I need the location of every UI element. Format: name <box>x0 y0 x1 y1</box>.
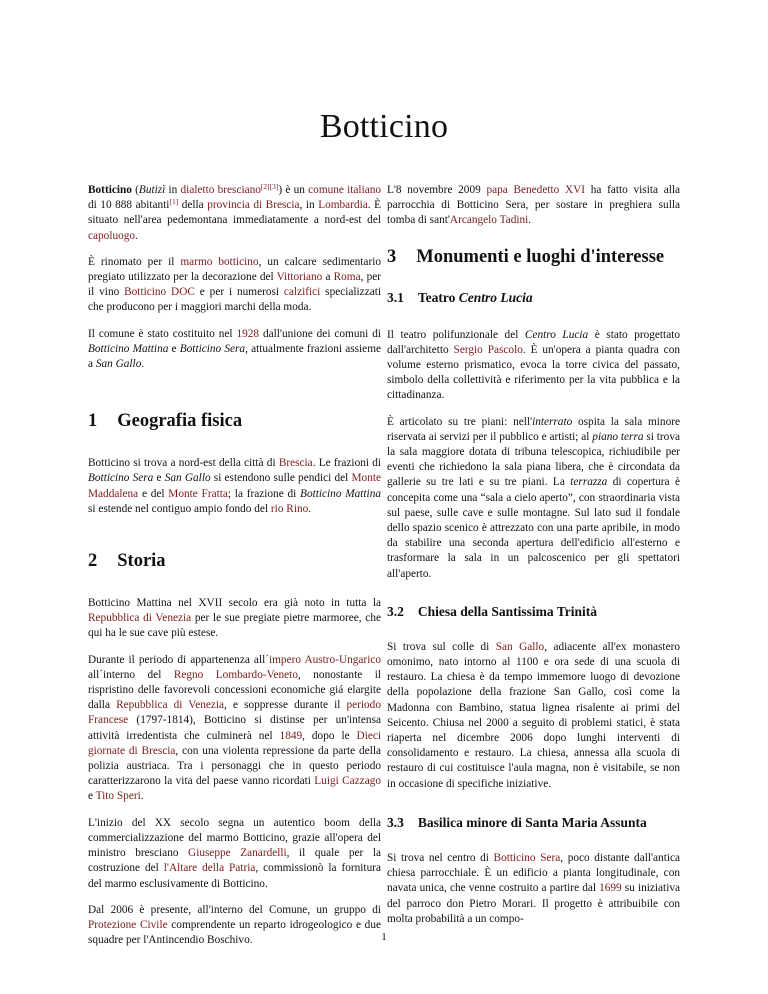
text: ; la frazione di <box>227 487 301 500</box>
text: Si trova sul colle di <box>387 640 496 653</box>
text: Teatro <box>417 289 459 305</box>
link-vittoriano[interactable]: Vittoriano <box>276 271 323 284</box>
subsection-title: Basilica minore di Santa Maria Assunta <box>417 814 647 830</box>
link-brescia[interactable]: Brescia <box>278 457 313 470</box>
text: L'8 novembre 2009 <box>387 184 487 196</box>
text: , per il vino <box>88 271 382 299</box>
text: , dopo le <box>302 729 357 742</box>
link-botticino-doc[interactable]: Botticino DOC <box>124 286 195 299</box>
link-arcangelo-tadini[interactable]: Arcangelo Tadini <box>449 214 529 227</box>
text: , commissionò la fornitura del marmo esclusivamente di Botticino. <box>88 862 381 890</box>
citation-link[interactable]: [1] <box>169 197 179 207</box>
text: della <box>178 199 208 212</box>
storia-paragraph-2 <box>88 653 381 805</box>
text: ospita la sala minore riservata ai servizi per il pubblico e artisti; al <box>387 415 681 443</box>
storia-paragraph-3 <box>88 816 381 892</box>
text-italic: piano terra <box>592 430 644 443</box>
text: Il teatro polifunzionale del <box>387 328 525 341</box>
link-impero-austro-ungarico[interactable]: ´impero Austro-Ungarico <box>265 653 381 666</box>
text: , e soppresse durante il <box>224 699 347 712</box>
page-title: Botticino <box>319 108 449 145</box>
text-italic: interrato <box>532 415 573 428</box>
subsection-heading-basilica <box>387 814 680 831</box>
link-periodo-francese[interactable]: periodo Francese <box>88 699 381 727</box>
text-italic: Centro Lucia <box>458 289 533 305</box>
subsection-number: 3.3 <box>387 814 404 830</box>
text: Il comune è stato costituito nel <box>88 327 237 340</box>
text: si estende nel contiguo ampio fondo del <box>88 502 271 515</box>
intro-paragraph <box>88 183 381 244</box>
link-monte-fratta[interactable]: Monte Fratta <box>168 487 228 500</box>
subsection-heading-teatro <box>387 290 680 306</box>
text: , attualmente frazioni assieme a <box>88 342 381 371</box>
subsection-number: 3.2 <box>387 603 404 619</box>
section-heading-storia <box>88 551 381 572</box>
text-italic: Botticino Mattina <box>88 342 169 355</box>
section-number: 1 <box>88 411 98 432</box>
link-giuseppe-zanardelli[interactable]: Giuseppe Zanardelli <box>188 847 287 860</box>
chiesa-paragraph <box>387 640 680 792</box>
text: si trova la sala maggiore dotata di tribuna telescopica, richiudibile per eventi che richiedono la sala piana libera, che è circondata da gallerie su tre lati e su tre piani. La <box>387 430 680 489</box>
text-italic: terrazza <box>570 476 608 489</box>
text: Si trova nel centro di <box>387 851 494 864</box>
subsection-heading-chiesa <box>387 604 680 620</box>
link-altare-della-patria[interactable]: l'Altare della Patria <box>163 862 256 875</box>
left-column <box>88 183 381 959</box>
teatro-paragraph-2 <box>387 415 680 582</box>
link-rio-rino[interactable]: rio Rino <box>270 502 309 515</box>
link-provincia-brescia[interactable]: provincia di Brescia <box>207 199 300 212</box>
text: su iniziativa del parroco don Pietro Morari. Il progetto è attribuibile con molta probabilità a un compo- <box>387 882 680 925</box>
text: ha fatto visita alla parrocchia di Botticino Sera, per sostare in preghiera sulla tomba di sant' <box>387 184 680 227</box>
text: all´interno del <box>88 668 174 681</box>
link-san-gallo[interactable]: San Gallo <box>495 640 545 653</box>
link-marmo-botticino[interactable]: marmo botticino <box>180 255 259 268</box>
comune-paragraph <box>88 327 381 373</box>
text: Botticino si trova a nord-est della città di <box>88 457 279 470</box>
text: . <box>141 358 145 371</box>
teatro-paragraph-1 <box>387 328 680 404</box>
section-number: 2 <box>88 551 98 572</box>
citation-link[interactable]: [2][3] <box>260 182 279 191</box>
link-tito-speri[interactable]: Tito Speri <box>95 790 141 803</box>
text-italic: San Gallo <box>95 358 142 371</box>
text: . Le frazioni di <box>312 457 382 470</box>
storia-paragraph-1 <box>88 596 381 642</box>
text-italic: Botticino Mattina <box>300 487 381 500</box>
text: , il quale per la costruzione del <box>88 847 381 875</box>
text: È rinomato per il <box>88 255 181 268</box>
text-italic: San Gallo <box>164 472 211 485</box>
section-heading-geografia <box>88 411 381 432</box>
link-calzifici[interactable]: calzifici <box>283 286 321 299</box>
text: di 10 888 abitanti <box>88 199 170 212</box>
link-repubblica-venezia[interactable]: Repubblica di Venezia <box>88 612 192 625</box>
text: , poco distante dall'antica chiesa parrocchiale. È un edificio a pianta longitudinale, con navata unica, che venne costruito a partire dal <box>387 851 680 895</box>
text: . <box>140 790 144 803</box>
text: L'inizio del XX secolo segna un autentico boom della commercializzazione del marmo Botticino, grazie all'opera del ministro bresciano <box>88 816 381 860</box>
text: e <box>168 342 180 355</box>
basilica-paragraph <box>387 851 680 927</box>
text: . <box>308 502 312 515</box>
text: di copertura è concepita come una “sala a cielo aperto”, con straordinaria vista sul paese, sulle cave e sulle montagne. Sul lato sud il fondale dello spazio scenico è attrezzato con una parte apribile, in modo da stabilire una seconda apertura dell'edificio all'esterno e trasformare la sala in un palcoscenico per gli spettatori all'aperto. <box>387 476 680 580</box>
text: a <box>322 271 334 284</box>
text: Durante il periodo di appartenenza all <box>88 653 266 666</box>
section-title: Geografia fisica <box>117 411 243 432</box>
text: , un calcare sedimentario pregiato utilizzato per la decorazione del <box>88 255 381 284</box>
subsection-number: 3.1 <box>387 289 404 305</box>
link-1699[interactable]: 1699 <box>599 882 622 895</box>
link-regno-lombardo-veneto[interactable]: Regno Lombardo-Veneto <box>173 668 298 681</box>
text: , nonostante il rispristino delle favorevoli concessioni economiche giá elargite dalla <box>88 668 381 712</box>
text: specializzati che producono per i maggiori marchi della moda. <box>88 286 381 314</box>
text-italic: Centro Lucia <box>524 328 589 341</box>
link-protezione-civile[interactable]: Protezione Civile <box>88 918 168 931</box>
text: . <box>528 214 532 227</box>
text: , con una violenta repressione da parte della polizia austriaca. Tra i personaggi che in questo periodo caratterizzarono la vita del paese vanno ricordati <box>88 744 381 788</box>
text-italic: Botticino Sera <box>88 472 154 485</box>
link-lombardia[interactable]: Lombardia <box>318 199 368 212</box>
text: comprendente un reparto idrogeologico e due squadre per l'Antincendio Boschivo. <box>88 918 381 947</box>
text: , in <box>299 199 319 212</box>
section-title: Storia <box>117 551 166 572</box>
text: . È situato nell'area pedemontana immediatamente a nord-est del <box>88 199 381 227</box>
geografia-paragraph <box>88 456 381 517</box>
text: (1797-1814), Botticino si distinse per un'intensa attività irredentista che culminerà nel <box>88 714 381 742</box>
text: Dal 2006 è presente, all'interno del Comune, un gruppo di <box>88 903 381 916</box>
link-monte-maddalena[interactable]: Monte Maddalena <box>88 472 381 500</box>
link-capoluogo[interactable]: capoluogo <box>88 229 136 242</box>
link-botticino-sera[interactable]: Botticino Sera <box>493 851 561 864</box>
text: è stato progettato dall'architetto <box>387 328 680 356</box>
text: si estendono sulle pendici del <box>210 472 352 485</box>
subsection-title: Chiesa della Santissima Trinità <box>417 603 598 619</box>
text: , adiacente all'ex monastero omonimo, nato intorno al 1100 e ora sede di una scuola di restauro. La chiesa è da tempo immemore luogo di devozione della popolazione della frazione San Gallo, così come la Madonna con Bambino, statua lignea risalente ai primi del Seicento. Chiusa nel 2000 a seguito di problemi statici, è stata riaperta nel dicembre 2006 dopo lunghi interventi di consolidamento e restauro. La chiesa, annessa alla scuola di restauro di cui costituisce l'aula magna, non è visitabile, se non in occasione di specifiche iniziative. <box>387 640 680 790</box>
papa-paragraph <box>387 183 680 229</box>
text: dall'unione dei comuni di <box>259 327 381 340</box>
text: ) è un <box>278 184 309 196</box>
link-sergio-pascolo[interactable]: Sergio Pascolo <box>453 343 523 356</box>
link-dialetto-bresciano[interactable]: dialetto bresciano <box>180 184 261 196</box>
subject-name: Botticino <box>88 184 132 196</box>
text: e per i numerosi <box>194 286 284 299</box>
text: per le sue pregiate pietre marmoree, che qui ha le sue cave più estese. <box>88 612 381 640</box>
link-1849[interactable]: 1849 <box>279 729 303 742</box>
text: ( <box>131 184 139 196</box>
text: . <box>135 229 138 242</box>
link-papa-benedetto[interactable]: papa Benedetto XVI <box>486 184 586 196</box>
text-italic: Botticino Sera <box>179 342 246 355</box>
text: e del <box>138 487 169 500</box>
link-dieci-giornate[interactable]: Dieci giornate di Brescia <box>88 729 382 757</box>
subsection-title <box>418 290 680 306</box>
text-italic: Butizì <box>138 184 166 196</box>
link-1928[interactable]: 1928 <box>236 327 260 340</box>
link-roma[interactable]: Roma <box>333 271 361 284</box>
marble-paragraph <box>88 255 381 316</box>
link-comune-italiano[interactable]: comune italiano <box>308 184 382 196</box>
section-heading-monumenti <box>387 247 680 268</box>
text: Botticino Mattina nel XVII secolo era già noto in tutta la <box>88 597 381 610</box>
section-title: Monumenti e luoghi d'interesse <box>416 246 665 267</box>
section-number: 3 <box>387 246 397 267</box>
text: . È un'opera a pianta quadra con volume esterno prismatico, evoca la torre civica del passato, simbolo della collettività e riferimento per la vita pubblica e la cittadinanza. <box>387 343 680 402</box>
text: e <box>88 790 96 803</box>
text: e <box>153 472 165 485</box>
link-luigi-cazzago[interactable]: Luigi Cazzago <box>314 775 382 788</box>
text: in <box>165 184 181 196</box>
link-repubblica-venezia[interactable]: Repubblica di Venezia <box>116 699 225 712</box>
right-column <box>387 183 680 938</box>
page-number: 1 <box>381 931 387 943</box>
text: È articolato su tre piani: nell' <box>387 415 533 428</box>
